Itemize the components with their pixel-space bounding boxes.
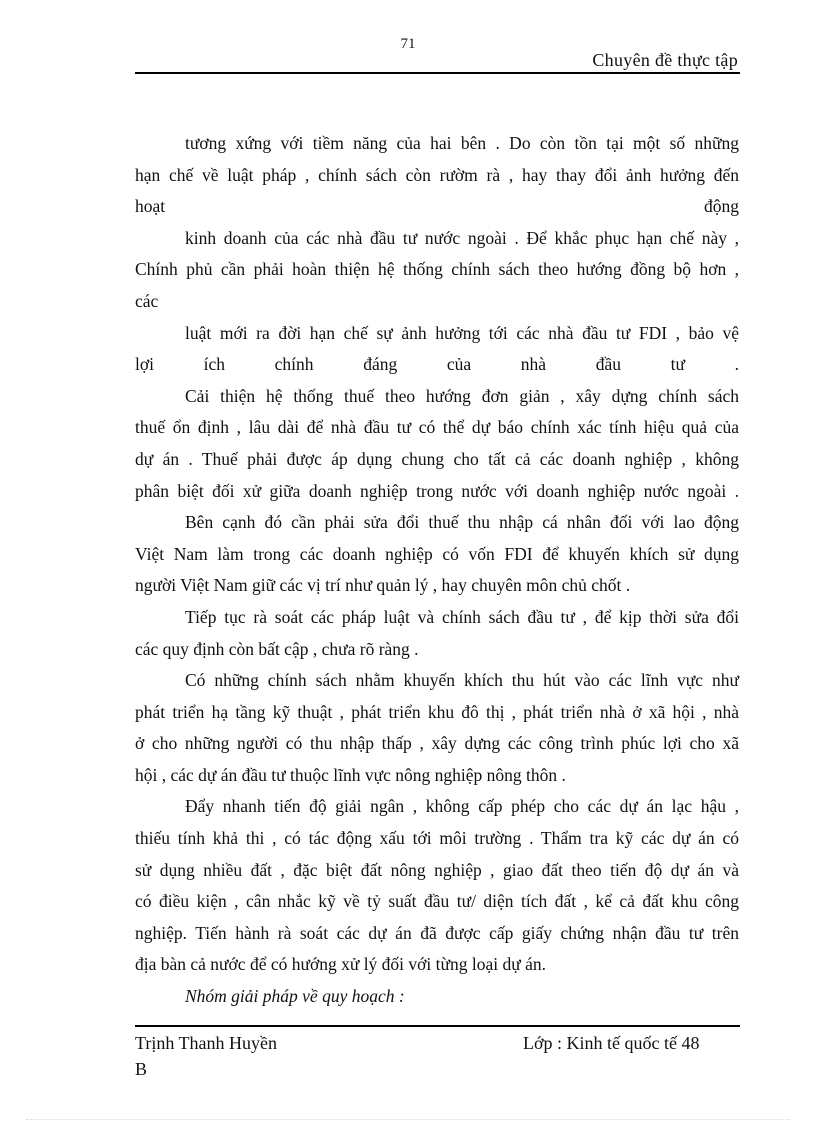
text-line: Tiếp tục rà soát các pháp luật và chính sách đầu tư , để kịp thời sửa đổi [185, 606, 739, 627]
author-name: Trịnh Thanh Huyền [135, 1033, 278, 1053]
text-line: các [135, 290, 159, 311]
text-line: sử dụng nhiều đất , đặc biệt đất nông nghiệp , giao đất theo tiến độ dự án và [135, 859, 739, 880]
header-rule [135, 72, 740, 74]
text-line: hạn chế về luật pháp , chính sách còn rườm rà , hay thay đổi ảnh hưởng đến [135, 164, 739, 185]
text-line: có điều kiện , cân nhắc kỹ về tỷ suất đầu tư/ diện tích đất , kể cả đất khu công [135, 891, 739, 912]
text-line: lợi ích chính đáng của nhà đầu tư . [135, 354, 739, 375]
text-line: thuế ổn định , lâu dài để nhà đầu tư có thể dự báo chính xác tính hiệu quả của [135, 417, 739, 438]
text-line: thiếu tính khả thi , có tác động xấu tới môi trường . Thẩm tra kỹ các dự án có [135, 828, 739, 849]
text-line: tương xứng với tiềm năng của hai bên . Do còn tồn tại một số những [185, 133, 739, 153]
footer-author [135, 1030, 277, 1082]
text-line-split [135, 191, 739, 223]
text-line: địa bàn cả nước để có hướng xử lý đối với từng loại dự án. [135, 954, 547, 975]
text-line: Cải thiện hệ thống thuế theo hướng đơn giản , xây dựng chính sách [185, 385, 739, 406]
text-line: phát triển hạ tầng kỹ thuật , phát triển khu đô thị , phát triển nhà ở xã hội , nhà [135, 701, 739, 722]
text-line: nghiệp. Tiến hành rà soát các dự án đã được cấp giấy chứng nhận đầu tư trên [135, 922, 739, 943]
page-number: 71 [400, 36, 416, 52]
text-line: phân biệt đối xử giữa doanh nghiệp trong nước với doanh nghiệp nước ngoài . [135, 480, 739, 501]
text-line: Bên cạnh đó cần phải sửa đổi thuế thu nhập cá nhân đối với lao động [185, 512, 739, 533]
text-fragment: động [704, 196, 739, 217]
author-name-continued: B [135, 1059, 148, 1079]
text-line: dự án . Thuế phải được áp dụng chung cho tất cả các doanh nghiệp , không [135, 448, 739, 469]
text-line: Có những chính sách nhằm khuyến khích thu hút vào các lĩnh vực như [185, 670, 739, 691]
text-line: các quy định còn bất cập , chưa rõ ràng . [135, 638, 419, 659]
section-heading: Nhóm giải pháp về quy hoạch : [185, 986, 405, 1007]
text-line: ở cho những người có thu nhập thấp , xây dựng các công trình phúc lợi cho xã [135, 733, 739, 754]
text-line: luật mới ra đời hạn chế sự ảnh hưởng tới các nhà đầu tư FDI , bảo vệ [185, 322, 739, 343]
footer-rule [135, 1025, 740, 1027]
page-edge-divider [26, 1119, 790, 1120]
text-line: người Việt Nam giữ các vị trí như quản lý , hay chuyên môn chủ chốt . [135, 575, 631, 596]
document-body [135, 128, 739, 1013]
text-fragment: hoạt [135, 196, 166, 217]
text-line: Đẩy nhanh tiến độ giải ngân , không cấp phép cho các dự án lạc hậu , [185, 796, 739, 817]
header-title: Chuyên đề thực tập [592, 50, 738, 70]
text-line: Việt Nam làm trong các doanh nghiệp có vốn FDI để khuyến khích sử dụng [135, 543, 739, 564]
text-line: kinh doanh của các nhà đầu tư nước ngoài . Để khắc phục hạn chế này , [185, 227, 739, 248]
text-line: Chính phủ cần phải hoàn thiện hệ thống chính sách theo hướng đồng bộ hơn , [135, 259, 739, 280]
text-line: hội , các dự án đầu tư thuộc lĩnh vực nông nghiệp nông thôn . [135, 764, 566, 785]
footer-class: Lớp : Kinh tế quốc tế 48 [523, 1033, 700, 1053]
